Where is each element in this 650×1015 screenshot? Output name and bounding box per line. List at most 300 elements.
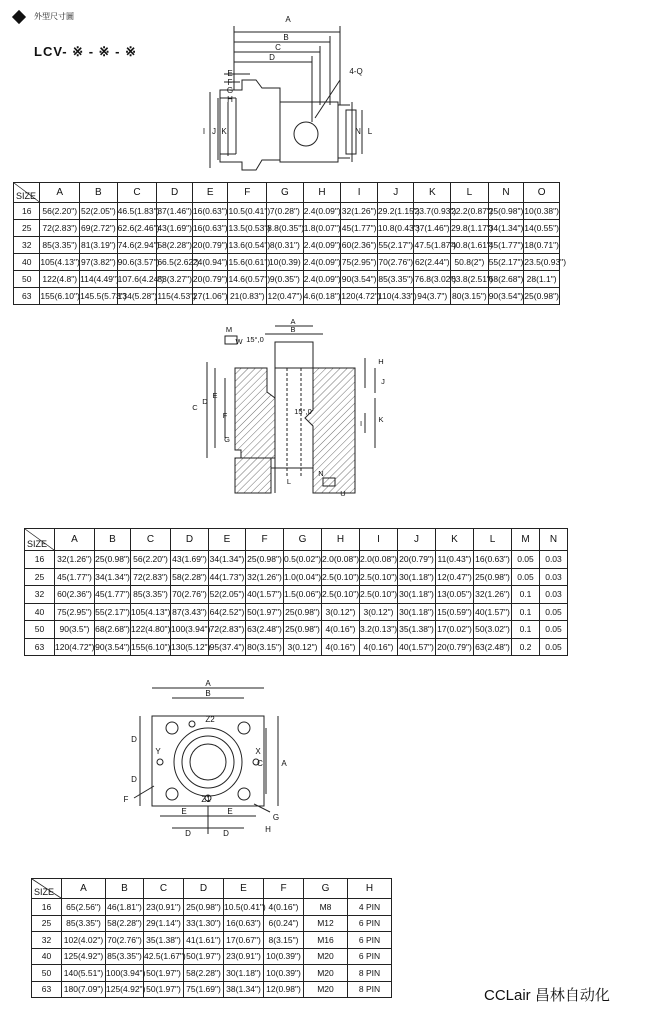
column-header: C <box>131 529 171 551</box>
table-cell: 110(4.33") <box>377 288 414 305</box>
table-cell: 122(4.8") <box>40 271 80 288</box>
table-cell: 4(0.16") <box>264 899 304 916</box>
dim-label: I <box>202 127 206 136</box>
table-cell: 10(0.38") <box>524 203 560 220</box>
table-cell: 63(2.48") <box>474 638 512 656</box>
table-row <box>32 899 392 916</box>
table-cell: 40(1.57") <box>246 586 284 604</box>
table-cell: 14(0.55") <box>524 220 560 237</box>
size-cell: 32 <box>25 586 55 604</box>
table-cell: 44(1.73") <box>209 568 246 586</box>
table-cell: 16(0.63") <box>192 203 228 220</box>
table-cell: 10.5(0.41") <box>228 203 267 220</box>
table-cell: 25(0.98") <box>284 603 322 621</box>
table-cell: 30(1.18") <box>398 586 436 604</box>
table-3-body <box>32 879 392 998</box>
table-cell: 2.5(0.10") <box>360 568 398 586</box>
table-cell: 42.5(1.67") <box>144 948 184 965</box>
table-cell: 140(5.51") <box>62 965 106 982</box>
drawing-cavity-section <box>185 318 395 503</box>
dim-label: D <box>202 397 208 406</box>
size-cell: 63 <box>14 288 40 305</box>
dim-label: F <box>227 78 233 87</box>
table-cell: 50(3.02") <box>474 621 512 639</box>
dim-label: K <box>221 127 227 136</box>
table-cell: 9(0.35") <box>267 271 304 288</box>
table-cell: 25(0.98") <box>474 568 512 586</box>
table-cell: M12 <box>304 915 348 932</box>
table-cell: M20 <box>304 965 348 982</box>
column-header: M <box>512 529 540 551</box>
column-header: A <box>40 183 80 203</box>
table-cell: 8.8(0.35") <box>267 220 304 237</box>
table-cell: 52(2.05") <box>209 586 246 604</box>
dim-label: E <box>212 391 218 400</box>
table-cell: 155(6.10") <box>131 638 171 656</box>
table-cell: 45(1.77") <box>95 586 131 604</box>
table-cell: 23(0.91") <box>224 948 264 965</box>
dimension-table-3 <box>31 878 392 998</box>
table-cell: 70(2.76") <box>377 254 414 271</box>
table-cell: 63(2.48") <box>246 621 284 639</box>
table-cell: 24(0.94") <box>192 254 228 271</box>
table-cell: 43(1.69") <box>157 220 193 237</box>
table-cell: 100(3.94") <box>171 621 209 639</box>
column-header: K <box>414 183 451 203</box>
table-row <box>25 638 568 656</box>
table-cell: 40(1.57") <box>474 603 512 621</box>
table-cell: 17(0.02") <box>436 621 474 639</box>
column-header: G <box>284 529 322 551</box>
size-cell: 16 <box>14 203 40 220</box>
dim-label: B <box>205 689 211 698</box>
dim-label: G <box>272 813 280 822</box>
table-cell: 25(0.98") <box>524 288 560 305</box>
table-cell: 3.2(0.13") <box>360 621 398 639</box>
table-cell: 122(4.80") <box>131 621 171 639</box>
table-cell: 29.2(1.15") <box>377 203 414 220</box>
column-header: F <box>228 183 267 203</box>
table-cell: 38(1.34") <box>224 981 264 998</box>
table-cell: 4(0.16") <box>360 638 398 656</box>
table-cell: 62.6(2.46") <box>117 220 157 237</box>
column-header: J <box>398 529 436 551</box>
table-cell: 85(3.35") <box>377 271 414 288</box>
table-cell: 25(0.98") <box>184 899 224 916</box>
table-cell: 100(3.94") <box>106 965 144 982</box>
table-cell: 4.6(0.18") <box>303 288 341 305</box>
dim-label: Z1 <box>201 795 211 804</box>
table-cell: 32(1.26") <box>474 586 512 604</box>
table-cell: 20(0.79") <box>436 638 474 656</box>
table-cell: 155(6.10") <box>40 288 80 305</box>
table-cell: 37(1.46") <box>157 203 193 220</box>
table-cell: 114(4.49") <box>80 271 118 288</box>
table-cell: 2.5(0.10") <box>322 586 360 604</box>
table-cell: 23.7(0.93") <box>414 203 451 220</box>
table-cell: 2.5(0.10") <box>360 586 398 604</box>
table-cell: 25(0.98") <box>95 551 131 569</box>
dim-label: D <box>131 735 137 744</box>
table-cell: 40(1.57") <box>398 638 436 656</box>
dim-label: G <box>224 435 230 444</box>
dim-label: U <box>340 489 346 498</box>
dim-label: L <box>286 477 292 486</box>
table-row <box>25 621 568 639</box>
drawing-flange-front <box>110 676 290 846</box>
column-header: E <box>209 529 246 551</box>
table-cell: 18(0.71") <box>524 237 560 254</box>
table-cell: 2.0(0.08") <box>322 551 360 569</box>
column-header: O <box>524 183 560 203</box>
table-2-body <box>25 529 568 656</box>
column-header: A <box>55 529 95 551</box>
table-cell: 72(2.83") <box>131 568 171 586</box>
table-cell: 87(3.43") <box>171 603 209 621</box>
dim-label: F <box>222 411 228 420</box>
table-cell: 64(2.52") <box>209 603 246 621</box>
table-cell: 40.8(1.61") <box>451 237 489 254</box>
table-cell: M16 <box>304 932 348 949</box>
table-cell: 10(0.39) <box>267 254 304 271</box>
table-cell: 90.6(3.57") <box>117 254 157 271</box>
table-cell: 74.6(2.94") <box>117 237 157 254</box>
table-cell: 125(4.92") <box>62 948 106 965</box>
table-cell: 97(3.82") <box>80 254 118 271</box>
table-cell: 90(3.54") <box>488 288 524 305</box>
table-cell: 50(1.97") <box>246 603 284 621</box>
table-cell: 30(1.18") <box>398 568 436 586</box>
table-cell: 3(0.12") <box>284 638 322 656</box>
table-cell: 34(1.34") <box>95 568 131 586</box>
size-cell: 40 <box>25 603 55 621</box>
table-cell: 23.5(0.93") <box>524 254 560 271</box>
column-header: J <box>377 183 414 203</box>
dim-label: E <box>181 807 187 816</box>
table-cell: 2.0(0.08") <box>360 551 398 569</box>
table-cell: 8 PIN <box>348 981 392 998</box>
table-cell: 83(3.27") <box>157 271 193 288</box>
table-cell: 4 PIN <box>348 899 392 916</box>
table-cell: 16(0.63") <box>192 220 228 237</box>
dim-label: 15°,0 <box>294 407 312 416</box>
table-cell: 46(1.81") <box>106 899 144 916</box>
table-cell: 58(2.28") <box>157 237 193 254</box>
table-cell: 85(3.35") <box>131 586 171 604</box>
table-cell: 56(2.20") <box>131 551 171 569</box>
table-cell: 0.2 <box>512 638 540 656</box>
column-header: L <box>451 183 489 203</box>
column-header: C <box>117 183 157 203</box>
table-cell: 15.6(0.61") <box>228 254 267 271</box>
dimension-table-2 <box>24 528 568 656</box>
column-header: G <box>304 879 348 899</box>
table-cell: 1.5(0.06") <box>284 586 322 604</box>
table-cell: 35(1.38") <box>398 621 436 639</box>
table-row <box>32 932 392 949</box>
table-cell: 10.8(0.43") <box>377 220 414 237</box>
table-cell: 90(3.5") <box>55 621 95 639</box>
table-cell: 107.6(4.24") <box>117 271 157 288</box>
table-cell: 32(1.26") <box>341 203 378 220</box>
table-cell: 2.5(0.10") <box>322 568 360 586</box>
table-cell: 80(3.15") <box>246 638 284 656</box>
column-header: N <box>488 183 524 203</box>
table-cell: 60(2.36") <box>341 237 378 254</box>
dim-label: B <box>283 33 289 42</box>
table-cell: 180(7.09") <box>62 981 106 998</box>
dim-label: 4-Q <box>349 67 363 76</box>
table-cell: 130(5.12") <box>171 638 209 656</box>
table-cell: 34(1.34") <box>488 220 524 237</box>
dim-label: F <box>123 795 129 804</box>
size-header: SIZE <box>14 183 40 203</box>
size-cell: 16 <box>32 899 62 916</box>
table-cell: 105(4.13") <box>40 254 80 271</box>
table-cell: 0.5(0.02") <box>284 551 322 569</box>
column-header: H <box>303 183 341 203</box>
table-cell: 12(0.98") <box>264 981 304 998</box>
dim-label: A <box>281 759 287 768</box>
table-cell: 10.5(0.41") <box>224 899 264 916</box>
table-cell: 120(4.72") <box>341 288 378 305</box>
dim-label: D <box>185 829 191 838</box>
column-header: D <box>171 529 209 551</box>
dim-label: H <box>378 357 384 366</box>
table-cell: 32(1.26") <box>55 551 95 569</box>
table-cell: 0.05 <box>540 638 568 656</box>
table-cell: 13.6(0.54") <box>228 237 267 254</box>
table-cell: 25(0.98") <box>246 551 284 569</box>
table-cell: 1.0(0.04") <box>284 568 322 586</box>
table-row <box>25 551 568 569</box>
dim-label: I <box>359 419 363 428</box>
table-cell: 120(4.72") <box>55 638 95 656</box>
table-cell: 58(2.28") <box>171 568 209 586</box>
table-cell: 21(0.83") <box>228 288 267 305</box>
column-header: A <box>62 879 106 899</box>
table-cell: 20(0.79") <box>398 551 436 569</box>
table-cell: 35(1.38") <box>144 932 184 949</box>
table-cell: 6(0.24") <box>264 915 304 932</box>
table-cell: 81(3.19") <box>80 237 118 254</box>
table-row <box>25 568 568 586</box>
dim-label: G <box>226 86 234 95</box>
model-code: LCV- ※ - ※ - ※ <box>34 44 138 59</box>
column-header: G <box>267 183 304 203</box>
dim-label: Y <box>155 747 161 756</box>
table-cell: 134(5.28") <box>117 288 157 305</box>
table-cell: 55(2.17") <box>95 603 131 621</box>
table-cell: 7(0.28") <box>267 203 304 220</box>
table-cell: 70(2.76") <box>106 932 144 949</box>
table-cell: 8 PIN <box>348 965 392 982</box>
dim-label: J <box>212 127 216 136</box>
table-cell: 102(4.02") <box>62 932 106 949</box>
table-row <box>14 288 560 305</box>
table-cell: 13(0.05") <box>436 586 474 604</box>
table-cell: 20(0.79") <box>192 237 228 254</box>
column-header: F <box>246 529 284 551</box>
dim-label: A <box>285 15 291 24</box>
size-cell: 50 <box>14 271 40 288</box>
table-cell: 46.5(1.83") <box>117 203 157 220</box>
table-cell: 11(0.43") <box>436 551 474 569</box>
table-cell: 45(1.77") <box>341 220 378 237</box>
table-row <box>32 981 392 998</box>
table-cell: M20 <box>304 981 348 998</box>
table-row <box>32 948 392 965</box>
table-cell: 0.1 <box>512 586 540 604</box>
table-cell: 12(0.47") <box>436 568 474 586</box>
table-cell: 45(1.77") <box>55 568 95 586</box>
column-header: I <box>341 183 378 203</box>
table-cell: 72(2.83") <box>40 220 80 237</box>
dim-label: A <box>290 317 296 326</box>
table-cell: 58(2.28") <box>184 965 224 982</box>
table-cell: 29.8(1.17") <box>451 220 489 237</box>
table-cell: 90(3.54") <box>95 638 131 656</box>
table-cell: 6 PIN <box>348 932 392 949</box>
table-cell: 47.5(1.87") <box>414 237 451 254</box>
table-cell: 0.03 <box>540 551 568 569</box>
size-cell: 25 <box>25 568 55 586</box>
table-cell: 32(1.26") <box>246 568 284 586</box>
table-cell: 27(1.06") <box>192 288 228 305</box>
table-cell: 58(2.28") <box>106 915 144 932</box>
table-cell: 0.05 <box>540 621 568 639</box>
table-cell: 80(3.15") <box>451 288 489 305</box>
table-cell: 30(1.18") <box>398 603 436 621</box>
size-cell: 50 <box>32 965 62 982</box>
dim-label: W <box>235 337 243 346</box>
table-cell: 10(0.39") <box>264 965 304 982</box>
table-cell: 16(0.63") <box>224 915 264 932</box>
table-cell: 52(2.05") <box>80 203 118 220</box>
table-cell: 63.8(2.51") <box>451 271 489 288</box>
section-diamond-icon <box>12 10 26 24</box>
dim-label: N <box>355 127 361 136</box>
table-cell: 20(0.79") <box>192 271 228 288</box>
column-header: F <box>264 879 304 899</box>
table-cell: 12(0.47") <box>267 288 304 305</box>
dimension-table-1 <box>13 182 567 305</box>
table-cell: 68(2.68") <box>488 271 524 288</box>
table-cell: 75(1.69") <box>184 981 224 998</box>
table-cell: 70(2.76") <box>171 586 209 604</box>
table-cell: 13.5(0.53") <box>228 220 267 237</box>
size-cell: 40 <box>32 948 62 965</box>
column-header: H <box>322 529 360 551</box>
section-title: 外型尺寸圖 <box>34 12 74 21</box>
column-header: E <box>224 879 264 899</box>
table-cell: 33(1.30") <box>184 915 224 932</box>
size-cell: 16 <box>25 551 55 569</box>
table-1-body <box>14 183 567 305</box>
table-header-row <box>14 183 560 203</box>
column-header: D <box>184 879 224 899</box>
table-cell: 2.4(0.09") <box>303 203 341 220</box>
table-cell: 115(4.53") <box>157 288 193 305</box>
table-cell: 16(0.63") <box>474 551 512 569</box>
size-cell: 25 <box>14 220 40 237</box>
table-cell: 25(0.98") <box>488 203 524 220</box>
dim-label: K <box>378 415 384 424</box>
size-cell: 25 <box>32 915 62 932</box>
table-cell: 23(0.91") <box>144 899 184 916</box>
size-header: SIZE <box>32 879 62 899</box>
table-cell: 145.5(5.73") <box>80 288 118 305</box>
column-header: H <box>348 879 392 899</box>
table-cell: 60(2.36") <box>55 586 95 604</box>
dim-label: E <box>227 69 233 78</box>
dim-label: C <box>257 759 263 768</box>
table-cell: 85(3.35") <box>106 948 144 965</box>
table-cell: 75(2.95") <box>341 254 378 271</box>
table-cell: 2.4(0.09") <box>303 237 341 254</box>
dim-label: C <box>275 43 281 52</box>
table-row <box>14 237 560 254</box>
size-cell: 32 <box>32 932 62 949</box>
table-cell: 105(4.13") <box>131 603 171 621</box>
table-cell: 90(3.54") <box>341 271 378 288</box>
table-cell: M8 <box>304 899 348 916</box>
table-cell: 0.1 <box>512 621 540 639</box>
table-row <box>14 271 560 288</box>
size-cell: 63 <box>25 638 55 656</box>
dim-label: J <box>381 377 385 386</box>
table-header-row <box>32 879 392 899</box>
table-cell: 37(1.46") <box>414 220 451 237</box>
table-cell: 69(2.72") <box>80 220 118 237</box>
table-cell: 62(2.44") <box>414 254 451 271</box>
table-cell: 75(2.95") <box>55 603 95 621</box>
table-cell: 50.8(2") <box>451 254 489 271</box>
dim-label: D <box>269 53 275 62</box>
dim-label: H <box>265 825 271 834</box>
column-header: K <box>436 529 474 551</box>
table-cell: 66.5(2.62") <box>157 254 193 271</box>
table-row <box>32 915 392 932</box>
table-cell: 17(0.67") <box>224 932 264 949</box>
table-cell: 14.6(0.57") <box>228 271 267 288</box>
column-header: D <box>157 183 193 203</box>
table-cell: 55(2.17") <box>488 254 524 271</box>
table-cell: 28(1.1") <box>524 271 560 288</box>
column-header: B <box>106 879 144 899</box>
dim-label: A <box>205 679 211 688</box>
table-row <box>14 220 560 237</box>
table-cell: 85(3.35") <box>40 237 80 254</box>
column-header: N <box>540 529 568 551</box>
dim-label: C <box>192 403 198 412</box>
table-cell: 30(1.18") <box>224 965 264 982</box>
brand-footer: CCLair 昌林自动化 <box>484 987 610 1004</box>
table-cell: 50(1.97") <box>184 948 224 965</box>
dim-label: H <box>227 95 233 104</box>
size-cell: 32 <box>14 237 40 254</box>
dim-label: M <box>225 325 233 334</box>
table-row <box>25 586 568 604</box>
table-cell: 10(0.39") <box>264 948 304 965</box>
table-row <box>32 965 392 982</box>
table-cell: 0.05 <box>512 551 540 569</box>
table-row <box>14 254 560 271</box>
size-cell: 40 <box>14 254 40 271</box>
table-cell: 6 PIN <box>348 915 392 932</box>
size-header: SIZE <box>25 529 55 551</box>
table-row <box>14 203 560 220</box>
